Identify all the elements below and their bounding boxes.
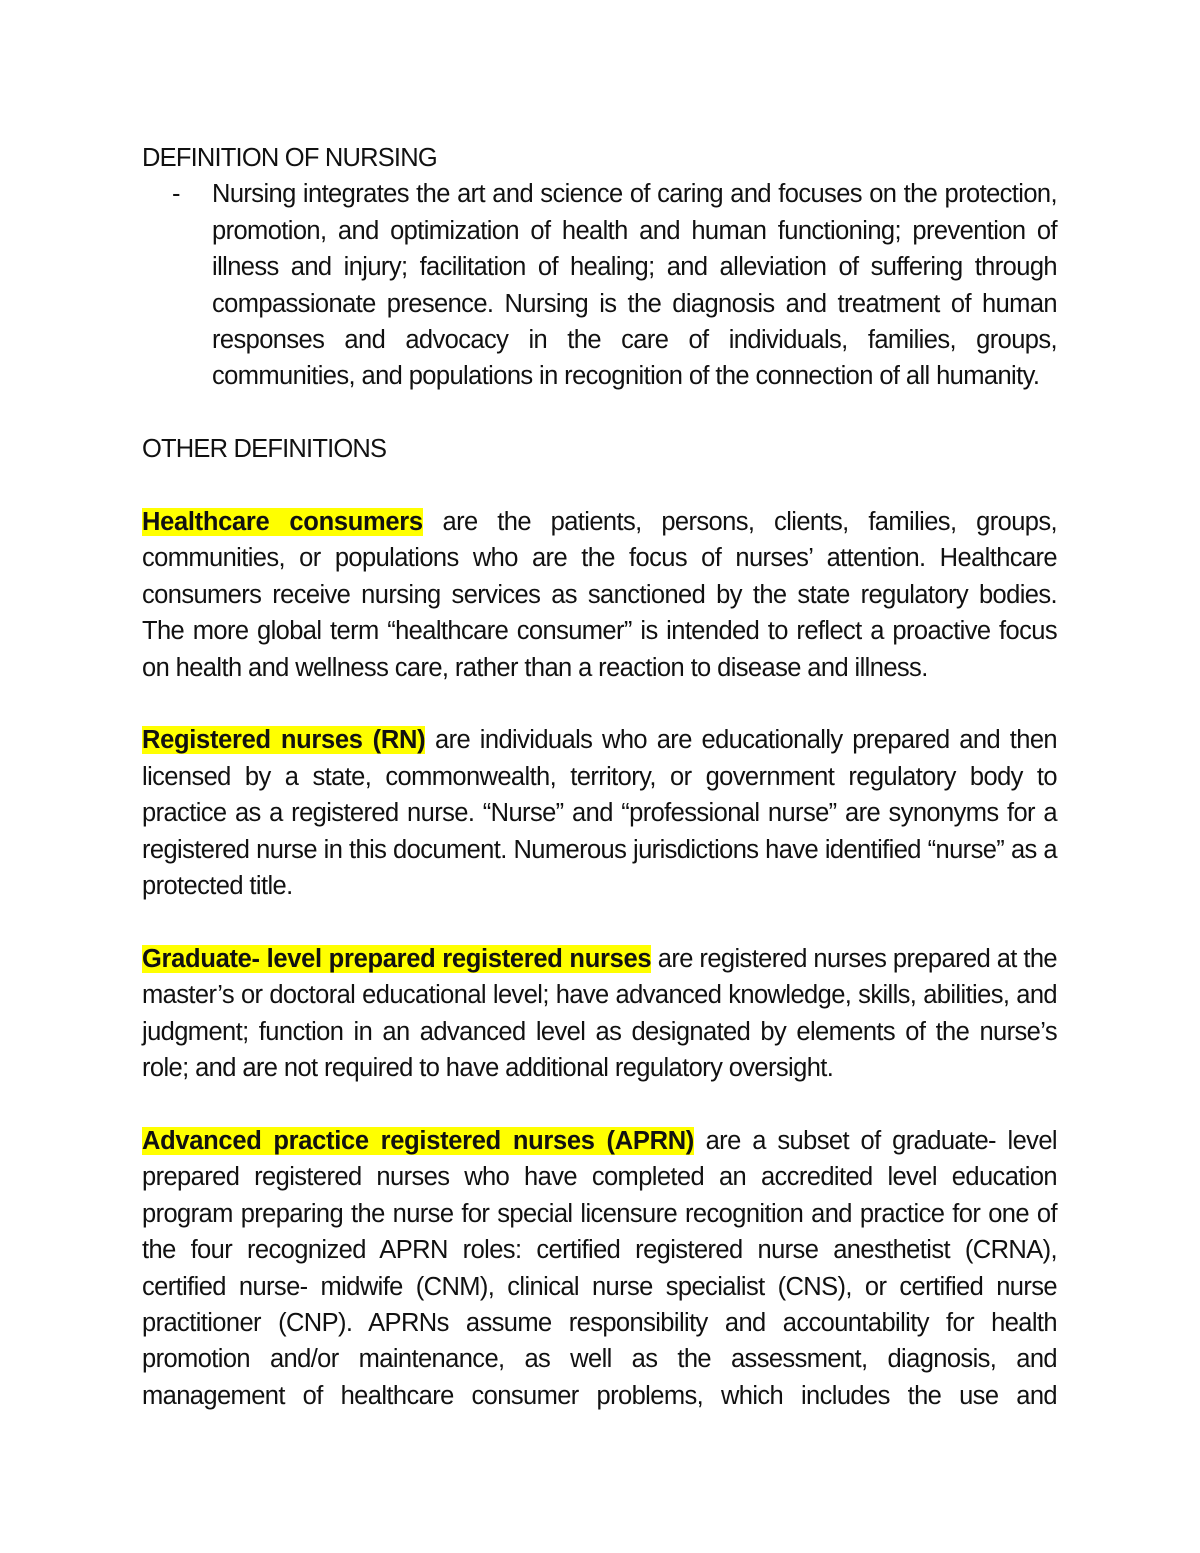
definition-aprn (142, 1123, 1057, 1414)
nursing-definition-text: Nursing integrates the art and science of caring and focuses on the protection, promotion, and optimization of health and human functioning; prevention of illness and injury; facilitation of healing; and alleviation of suffering through compassionate presence. Nursing is the diagnosis and treatment of human responses and advocacy in the care of individuals, families, groups, communities, and populations in recognition of the connection of all humanity. (212, 180, 1057, 391)
definition-registered-nurses (142, 722, 1057, 904)
definition-heading: DEFINITION OF NURSING (142, 144, 437, 172)
definition-text: are a subset of graduate- level prepared registered nurses who have completed an accredited level education program preparing the nurse for special licensure recognition and practice for one of the four recognized APRN roles: certified registered nurse anesthetist (CRNA), certified nurse- midwife (CNM), clinical nurse specialist (CNS), or certified nurse practitioner (CNP). APRNs assume responsibility and accountability for health promotion and/or maintenance, as well as the assessment, diagnosis, and management of healthcare consumer problems, which includes the use and (142, 1126, 1057, 1410)
definition-graduate-level-nurses (142, 941, 1057, 1087)
definition-text: are individuals who are educationally prepared and then licensed by a state, commonwealth, territory, or government regulatory body to practice as a registered nurse. “Nurse” and “professional nurse” are synonyms for a registered nurse in this document. Numerous jurisdictions have identified “nurse” as a protected title. (142, 726, 1057, 901)
highlighted-term: Healthcare consumers (142, 508, 423, 537)
highlighted-term: Registered nurses (RN) (142, 726, 426, 755)
document-page (142, 140, 1057, 1414)
highlighted-term: Advanced practice registered nurses (APRN) (142, 1126, 694, 1155)
bullet-marker: - (172, 180, 180, 209)
other-definitions-heading: OTHER DEFINITIONS (142, 435, 387, 464)
definition-text: are the patients, persons, clients, families, groups, communities, or populations who are the focus of nurses’ attention. Healthcare consumers receive nursing services as sanctioned by the state regulatory bodies. The more global term “healthcare consumer” is intended to reflect a proactive focus on health and wellness care, rather than a reaction to disease and illness. (142, 508, 1058, 682)
highlighted-term: Graduate- level prepared registered nurses (142, 944, 652, 973)
definition-text: are registered nurses prepared at the master’s or doctoral educational level; have advanced knowledge, skills, abilities, and judgment; function in an advanced level as designated by elements of the nurse’s role; and are not required to have additional regulatory oversight. (142, 944, 1057, 1083)
definition-healthcare-consumers (142, 504, 1057, 686)
nursing-definition-item (142, 176, 1057, 394)
